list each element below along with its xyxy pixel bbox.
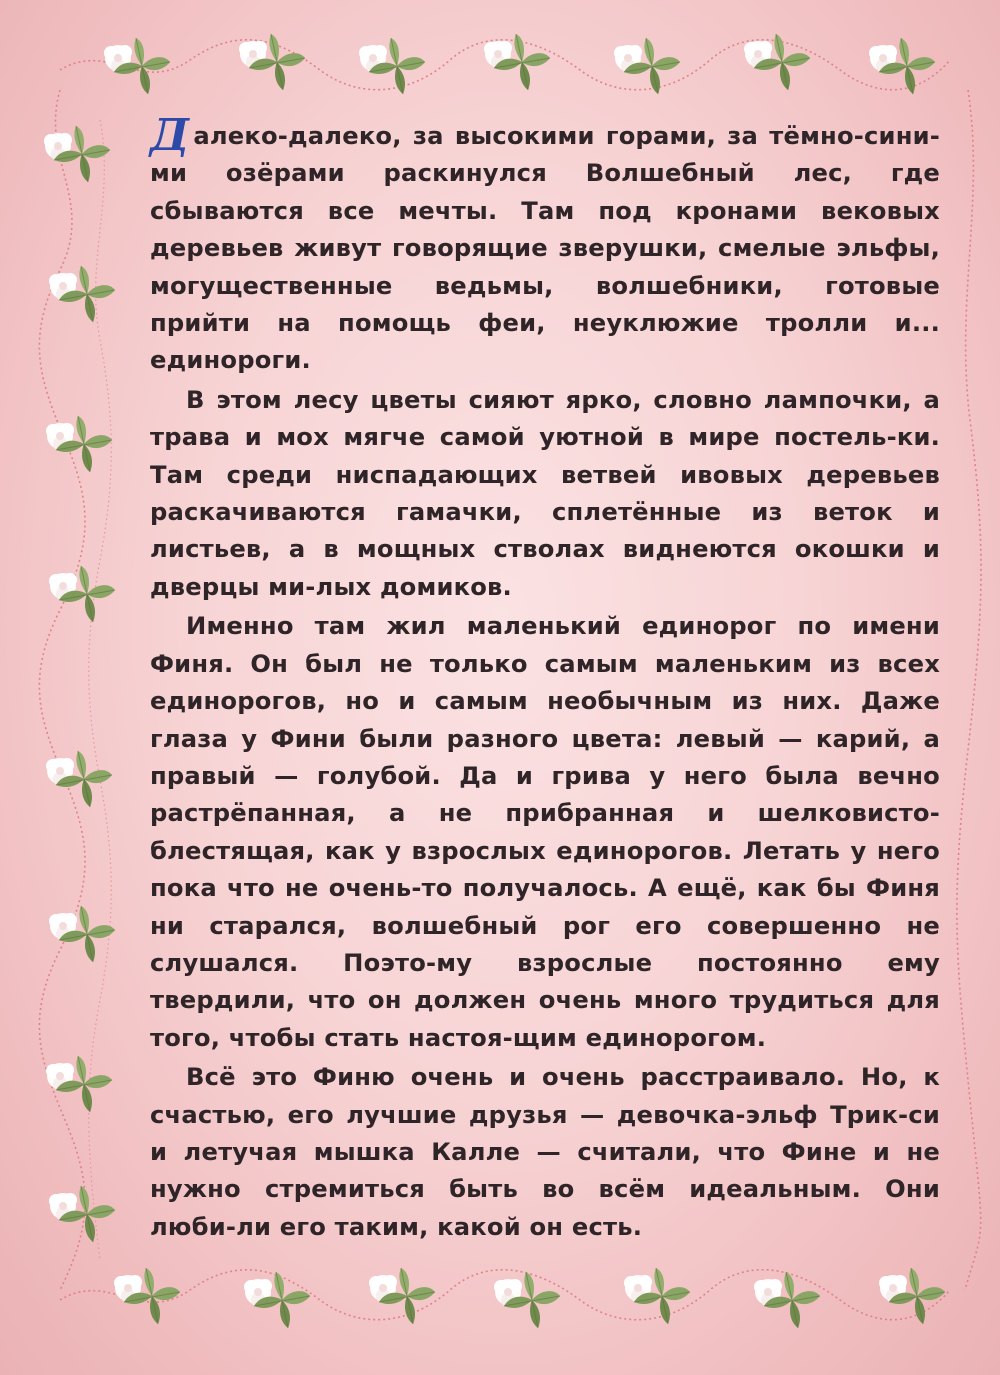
drop-cap-letter: Д (150, 110, 190, 161)
story-text (150, 110, 940, 1248)
right-flourish (957, 90, 981, 1290)
paragraph-1 (150, 110, 940, 380)
paragraph-4: Всё это Финю очень и очень расстраивало. Но, к счастью, его лучшие друзья — девочка-эльф Трик-си и летучая мышка Калле — считали, что Фине и не нужно стремиться быть во всём идеальным. Они люби-ли его таким, какой он есть. (150, 1063, 940, 1241)
top-rose-row (104, 34, 935, 94)
bottom-rose-row (114, 1268, 945, 1328)
paragraph-3: Именно там жил маленький единорог по имени Финя. Он был не только самым маленьким из всех единорогов, но и самым необычным из них. Даже глаза у Фини были разного цвета: левый — карий, а правый — голубой. Да и грива у него была вечно растрёпанная, а не прибранная и шелковисто-блестящая, как у взрослых единорогов. Летать у него пока что не очень-то получалось. А ещё, как бы Финя ни старался, волшебный рог его совершенно не слушался. Поэто-му взрослые постоянно ему твердили, что он должен очень много трудиться для того, чтобы стать настоя-щим единорогом. (150, 612, 940, 1052)
left-rose-column (44, 126, 115, 1242)
left-flourish (39, 90, 85, 1290)
paragraph-1-text: алеко-далеко, за высокими горами, за тёмно-сини-ми озёрами раскинулся Волшебный лес, где сбываются все мечты. Там под кронами вековых деревьев живут говорящие зверушки, смелые эльфы, могущественные ведьмы, волшебники, готовые прийти на помощь феи, неуклюжие тролли и... единороги. (150, 122, 940, 375)
paragraph-2: В этом лесу цветы сияют ярко, словно лампочки, а трава и мох мягче самой уютной в мире постель-ки. Там среди ниспадающих ветвей ивовых деревьев раскачиваются гамачки, сплетённые из веток и листьев, а в мощных стволах виднеются окошки и дверцы ми-лых домиков. (150, 385, 940, 601)
